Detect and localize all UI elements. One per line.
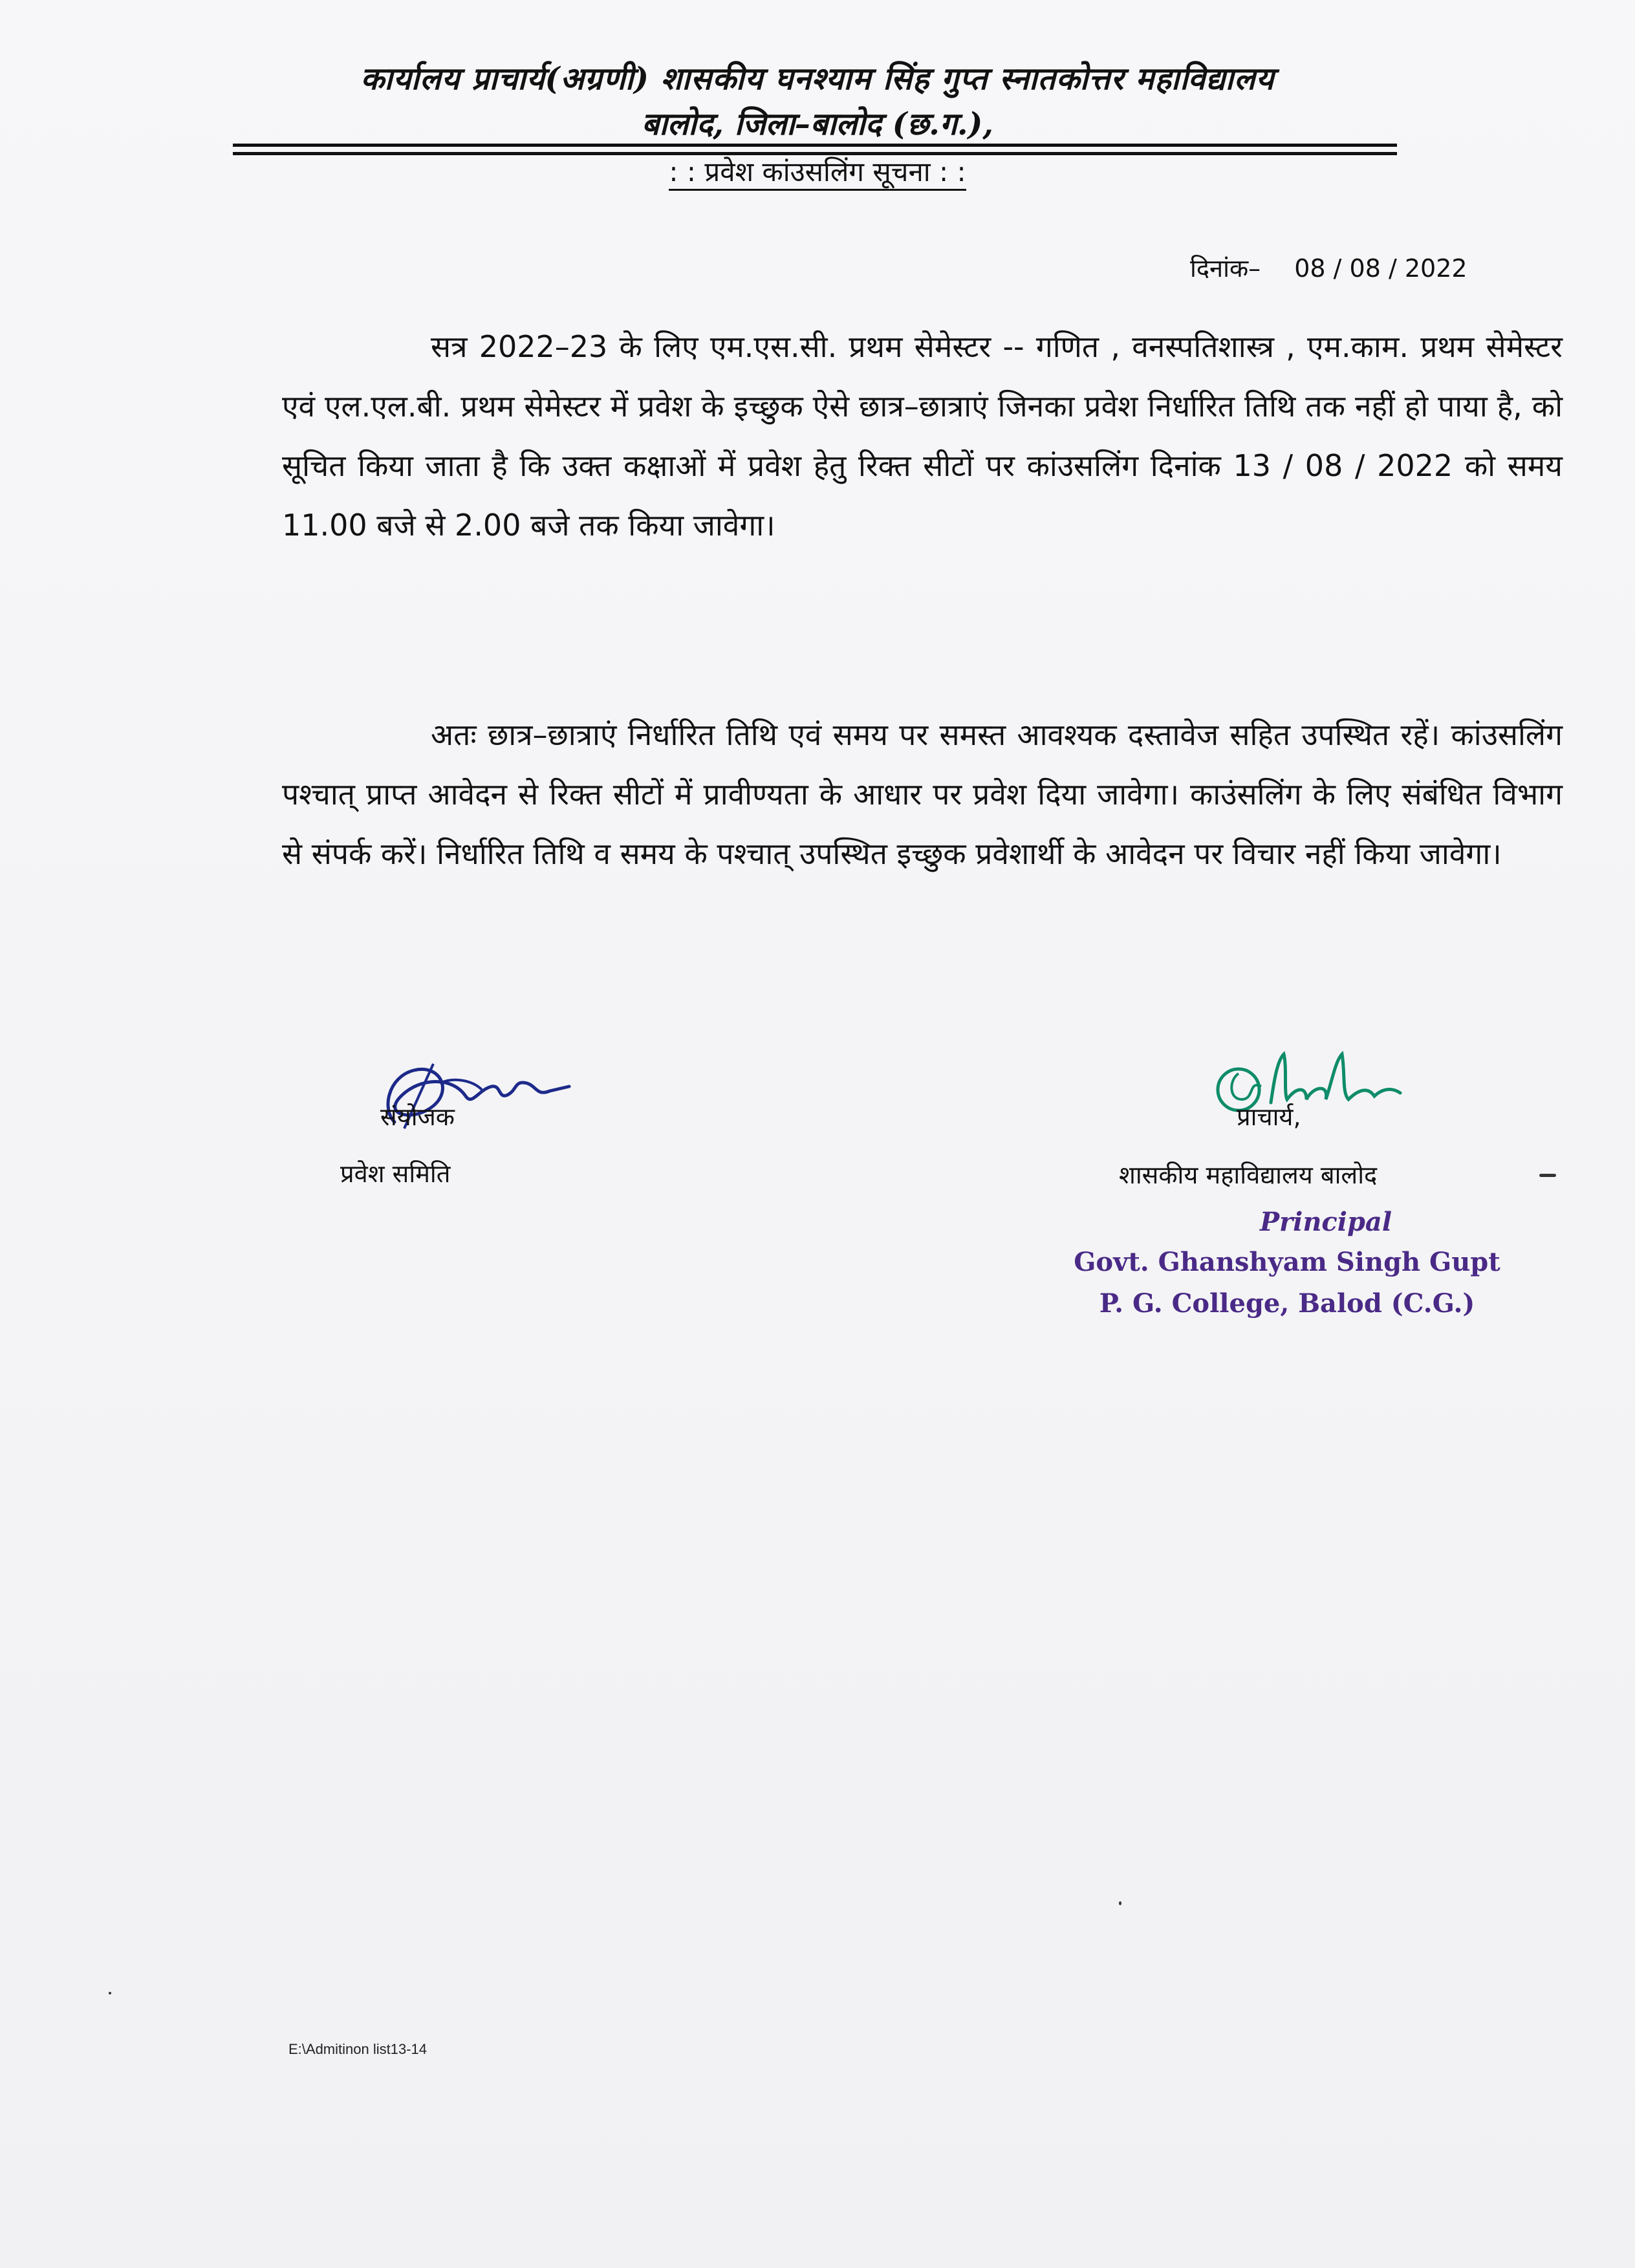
stamp-line-college-name: Govt. Ghanshyam Singh Gupt [1074, 1247, 1500, 1277]
college-office-heading: कार्यालय प्राचार्य(अग्रणी) शासकीय घनश्याम सिंह गुप्त स्नातकोत्तर महाविद्यालय [360, 61, 1275, 97]
principal-subtitle: शासकीय महाविद्यालय बालोद [1119, 1161, 1378, 1189]
notice-date [1190, 251, 1467, 285]
header-rule-top [233, 144, 1397, 147]
date-label: दिनांक– [1190, 254, 1261, 283]
stamp-line-principal: Principal [1259, 1207, 1392, 1237]
stamp-line-college-place: P. G. College, Balod (C.G.) [1099, 1288, 1475, 1319]
convenor-subtitle: प्रवेश समिति [340, 1160, 451, 1188]
convenor-signature [343, 1051, 576, 1135]
notice-title [0, 153, 1635, 189]
footer-file-path: E:\Admitinon list13-14 [288, 2041, 427, 2057]
body-paragraph-2: अतः छात्र–छात्राएं निर्धारित तिथि एवं समय पर समस्त आवश्यक दस्तावेज सहित उपस्थित रहें। कांउसलिंग पश्चात् प्राप्त आवेदन से रिक्त सीटों में प्रावीण्यता के आधार पर प्रवेश दिया जावेगा। काउंसलिंग के लिए संबंधित विभाग से संपर्क करें। निर्धारित तिथि व समय के पश्चात् उपस्थित इच्छुक प्रवेशार्थी के आवेदन पर विचार नहीं किया जावेगा। [282, 717, 1563, 871]
principal-title: प्राचार्य, [1237, 1103, 1301, 1131]
date-value: 08 / 08 / 2022 [1294, 254, 1467, 283]
notice-title-text: : : प्रवेश कांउसलिंग सूचना : : [669, 156, 966, 191]
college-location-heading: बालोद, जिला–बालोद (छ.ग.), [642, 106, 993, 142]
convenor-title: संयोजक [380, 1103, 455, 1131]
body-paragraph-1: सत्र 2022–23 के लिए एम.एस.सी. प्रथम सेमेस्टर -- गणित , वनस्पतिशास्त्र , एम.काम. प्रथम सेमेस्टर एवं एल.एल.बी. प्रथम सेमेस्टर में प्रवेश के इच्छुक ऐसे छात्र–छात्राएं जिनका प्रवेश निर्धारित तिथि तक नहीं हो पाया है, को सूचित किया जाता है कि उक्त कक्षाओं में प्रवेश हेतु रिक्त सीटों पर कांउसलिंग दिनांक 13 / 08 / 2022 को समय 11.00 बजे से 2.00 बजे तक किया जावेगा। [282, 329, 1563, 543]
scan-speck [109, 1992, 111, 1994]
principal-stamp [1061, 1203, 1513, 1324]
scan-speck [1119, 1901, 1121, 1905]
scan-speck [1539, 1174, 1556, 1177]
